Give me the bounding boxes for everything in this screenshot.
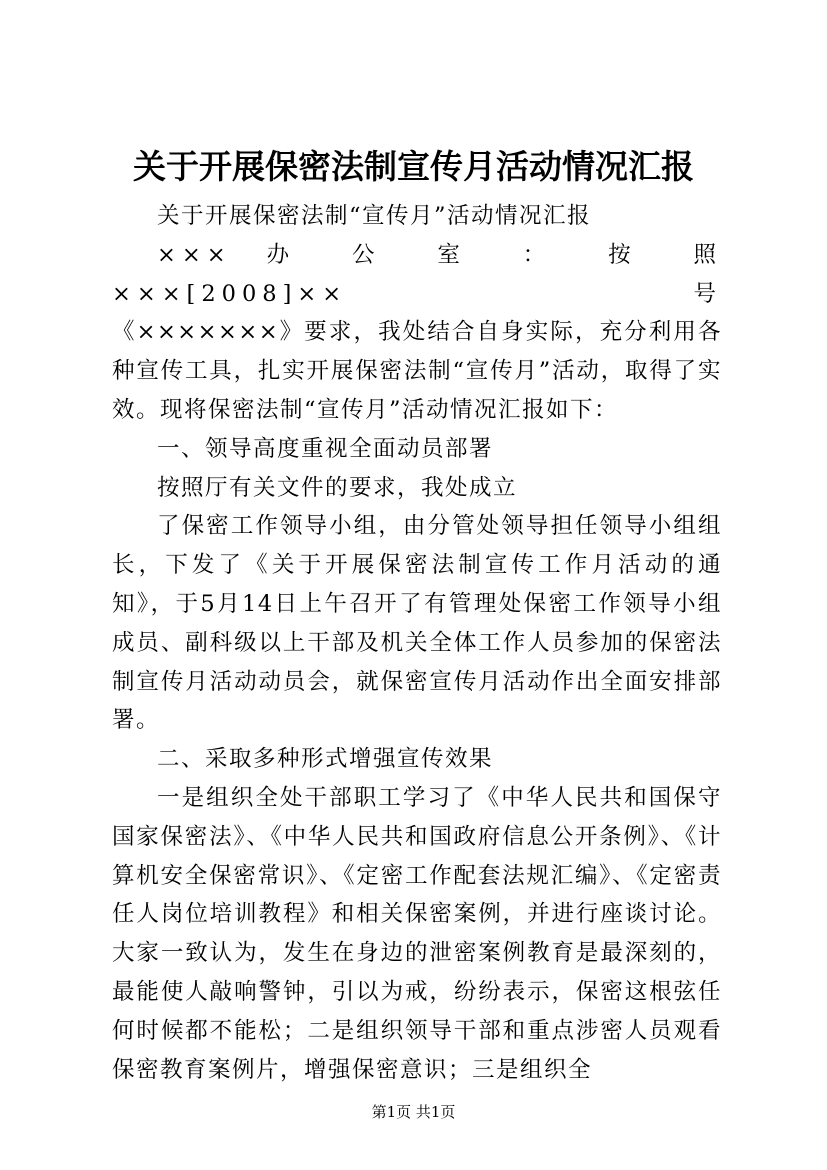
paragraph-section-2-body: 一是组织全处干部职工学习了《中华人民共和国保守国家保密法》、《中华人民共和国政府信息公开条例》、《计算机安全保密常识》、《定密工作配套法规汇编》、《定密责任人岗位培训教程》和相关保密案例，并进行座谈讨论。大家一致认为，发生在身边的泄密案例教育是最深刻的，最能使人敲响警钟，引以为戒，纷纷表示，保密这根弦任何时候都不能松；二是组织领导干部和重点涉密人员观看保密教育案例片，增强保密意识；三是组织全 <box>112 784 722 1083</box>
page-footer: 第1页 共1页 <box>371 1103 456 1121</box>
paragraph-section-1-start: 按照厅有关文件的要求，我处成立 <box>157 474 518 501</box>
paragraph-intro: 《×××××××》要求，我处结合自身实际，充分利用各种宣传工具，扎实开展保密法制“宣传月”活动，取得了实效。现将保密法制“宣传月”活动情况汇报如下： <box>112 319 722 423</box>
document-body <box>112 197 722 1089</box>
paragraph-section-1-body: 了保密工作领导小组，由分管处领导担任领导小组组长，下发了《关于开展保密法制宣传工作月活动的通知》，于5月14日上午召开了有管理处保密工作领导小组成员、副科级以上干部及机关全体工作人员参加的保密法制宣传月活动动员会，就保密宣传月活动作出全面安排部署。 <box>112 513 722 734</box>
document-title: 关于开展保密法制宣传月活动情况汇报 <box>133 147 694 186</box>
section-heading-1: 一、领导高度重视全面动员部署 <box>157 435 494 462</box>
paragraph-salutation: ××× 办 公 室 ： 按 照 ×××[2008]×× 号 <box>112 241 722 307</box>
paragraph-subtitle: 关于开展保密法制“宣传月”活动情况汇报 <box>157 203 592 229</box>
section-heading-2: 二、采取多种形式增强宣传效果 <box>157 746 494 773</box>
